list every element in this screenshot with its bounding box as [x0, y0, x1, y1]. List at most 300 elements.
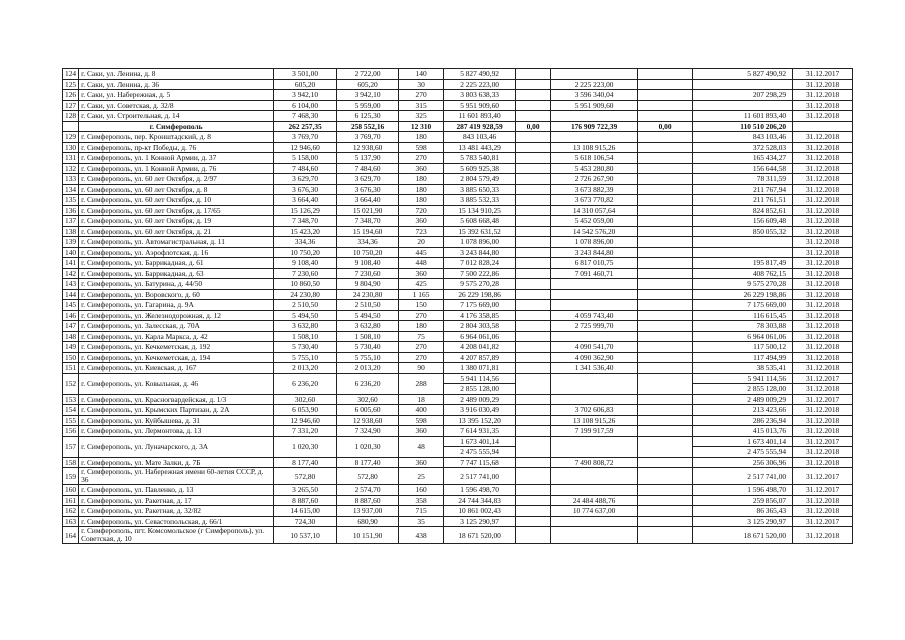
fund-4-cell: [693, 100, 793, 111]
table-row: [63, 79, 853, 90]
row-number: 151: [63, 363, 79, 374]
fund-3-cell: [638, 342, 693, 353]
residents-cell: 438: [399, 527, 444, 544]
residents-cell: 425: [399, 279, 444, 290]
residents-cell: 598: [399, 415, 444, 426]
deadline-cell: 31.12.2018: [793, 153, 853, 164]
fund-3-cell: 0,00: [638, 121, 693, 132]
fund-1-cell: [516, 405, 551, 416]
residents-cell: 723: [399, 226, 444, 237]
row-number: 153: [63, 394, 79, 405]
fund-1-cell: [516, 153, 551, 164]
fund-4-cell: 207 298,29: [693, 90, 793, 101]
deadline-cell: 31.12.2018: [793, 226, 853, 237]
area-total-cell: 10 750,20: [274, 247, 337, 258]
row-number: 162: [63, 506, 79, 517]
row-number: 131: [63, 153, 79, 164]
fund-2-cell: 5 951 909,60: [551, 100, 638, 111]
fund-4-cell: 78 303,88: [693, 321, 793, 332]
residents-cell: 180: [399, 184, 444, 195]
area-living-cell: 7 324,90: [337, 426, 399, 437]
deadline-cell: 31.12.2018: [793, 258, 853, 269]
row-number: 147: [63, 321, 79, 332]
deadline-cell: 31.12.2018: [793, 111, 853, 122]
address-cell: г. Симферополь, ул. Залесская, д. 70А: [79, 321, 274, 332]
address-cell: г. Симферополь, ул. 60 лет Октября, д. 2/97: [79, 174, 274, 185]
address-cell: г. Симферополь, ул. Гагарина, д. 9А: [79, 300, 274, 311]
area-total-cell: 7 230,60: [274, 268, 337, 279]
deadline-cell: 31.12.2018: [793, 495, 853, 506]
deadline-cell: 31.12.2018: [793, 426, 853, 437]
fund-1-cell: [516, 226, 551, 237]
row-number: 149: [63, 342, 79, 353]
fund-2-cell: [551, 111, 638, 122]
address-cell: г. Саки, ул. Ленина, д. 36: [79, 79, 274, 90]
residents-cell: 160: [399, 485, 444, 496]
fund-4-cell: 78 311,59: [693, 174, 793, 185]
fund-4-cell: 195 817,49: [693, 258, 793, 269]
fund-1-cell: [516, 527, 551, 544]
fund-1-cell: [516, 69, 551, 80]
fund-3-cell: [638, 174, 693, 185]
area-total-cell: 6 104,00: [274, 100, 337, 111]
deadline-cell: 31.12.2018: [793, 163, 853, 174]
fund-2-cell: [551, 468, 638, 485]
table-row: [63, 495, 853, 506]
fund-2-cell: 176 909 722,39: [551, 121, 638, 132]
row-number: 144: [63, 289, 79, 300]
address-cell: г. Симферополь, ул. Батурина, д. 44/50: [79, 279, 274, 290]
fund-4-cell: 372 528,03: [693, 142, 793, 153]
area-living-cell: 12 938,60: [337, 415, 399, 426]
fund-3-cell: [638, 468, 693, 485]
deadline-cell: 31.12.2018: [793, 405, 853, 416]
row-number: 134: [63, 184, 79, 195]
cost-total-cell: 843 103,46: [444, 132, 516, 143]
address-cell: г. Симферополь, ул. Железнодорожная, д. 12: [79, 310, 274, 321]
cost-total-cell: 7 012 828,24: [444, 258, 516, 269]
address-cell: г. Симферополь, ул. Ракетная, д. 32/82: [79, 506, 274, 517]
fund-2-cell: 5 453 280,80: [551, 163, 638, 174]
fund-2-cell: 2 225 223,00: [551, 79, 638, 90]
area-total-cell: 12 946,60: [274, 415, 337, 426]
deadline-cell: 31.12.2018: [793, 216, 853, 227]
fund-3-cell: [638, 352, 693, 363]
fund-2-cell: 4 059 743,40: [551, 310, 638, 321]
fund-4-cell: 11 601 893,40: [693, 111, 793, 122]
fund-2-cell: [551, 300, 638, 311]
fund-2-cell: [551, 436, 638, 457]
fund-4-cell: 259 856,07: [693, 495, 793, 506]
table-row: [63, 394, 853, 405]
cost-total-cell: 9 575 270,28: [444, 279, 516, 290]
fund-2-cell: [551, 373, 638, 394]
fund-2-cell: [551, 69, 638, 80]
deadline-cell: 31.12.2017: [793, 69, 853, 80]
area-living-cell: 2 574,70: [337, 485, 399, 496]
table-row: [63, 195, 853, 206]
fund-2-cell: 13 108 915,26: [551, 142, 638, 153]
fund-4-cell: 3 125 290,97: [693, 516, 793, 527]
fund-1-cell: [516, 331, 551, 342]
area-living-cell: 258 552,16: [337, 121, 399, 132]
table-row: [63, 415, 853, 426]
address-cell: г. Симферополь, ул. Киевская, д. 167: [79, 363, 274, 374]
fund-4-cell: 7 175 669,00: [693, 300, 793, 311]
row-number: 161: [63, 495, 79, 506]
cost-total-cell: 1 078 896,00: [444, 237, 516, 248]
area-living-cell: 7 230,60: [337, 268, 399, 279]
fund-3-cell: [638, 90, 693, 101]
area-total-cell: 3 769,70: [274, 132, 337, 143]
fund-4-cell: 165 434,27: [693, 153, 793, 164]
table-row: [63, 363, 853, 374]
residents-cell: 1 165: [399, 289, 444, 300]
fund-4-cell: 156 609,48: [693, 216, 793, 227]
area-total-cell: 15 423,20: [274, 226, 337, 237]
deadline-cell: 31.12.2018: [793, 205, 853, 216]
deadline-cell: 31.12.2018: [793, 447, 853, 458]
area-living-cell: 2 722,00: [337, 69, 399, 80]
residents-cell: 180: [399, 321, 444, 332]
deadline-cell: 31.12.2018: [793, 289, 853, 300]
row-number: 160: [63, 485, 79, 496]
fund-4-cell: [693, 79, 793, 90]
fund-4-cell: 5 941 114,56: [693, 373, 793, 384]
fund-2-cell: 7 490 808,72: [551, 457, 638, 468]
fund-1-cell: [516, 247, 551, 258]
address-cell: г. Симферополь, ул. Луначарского, д. 3А: [79, 436, 274, 457]
fund-1-cell: [516, 485, 551, 496]
cost-total-cell: 26 229 198,86: [444, 289, 516, 300]
row-number: 127: [63, 100, 79, 111]
area-living-cell: 6 236,20: [337, 373, 399, 394]
fund-1-cell: [516, 468, 551, 485]
residents-cell: 360: [399, 216, 444, 227]
cost-total-cell: 3 803 638,33: [444, 90, 516, 101]
address-cell: г. Симферополь, ул. Кечкеметская, д. 192: [79, 342, 274, 353]
fund-1-cell: [516, 352, 551, 363]
fund-4-cell: 116 615,45: [693, 310, 793, 321]
area-total-cell: 7 348,70: [274, 216, 337, 227]
area-living-cell: 8 887,60: [337, 495, 399, 506]
address-cell: г. Симферополь, ул. Севастопольская, д. 66/1: [79, 516, 274, 527]
residents-cell: 270: [399, 90, 444, 101]
fund-4-cell: 38 535,41: [693, 363, 793, 374]
residents-cell: 448: [399, 258, 444, 269]
address-cell: г. Симферополь, пгт. Комсомольское (г Симферополь), ул. Советская, д. 10: [79, 527, 274, 544]
deadline-cell: 31.12.2018: [793, 457, 853, 468]
residents-cell: 30: [399, 79, 444, 90]
fund-2-cell: 3 243 844,80: [551, 247, 638, 258]
area-living-cell: 9 804,90: [337, 279, 399, 290]
fund-4-cell: 408 762,15: [693, 268, 793, 279]
fund-3-cell: [638, 373, 693, 394]
table-row: [63, 69, 853, 80]
row-number: 154: [63, 405, 79, 416]
address-cell: г. Симферополь, ул. Куйбышева, д. 31: [79, 415, 274, 426]
row-number: 143: [63, 279, 79, 290]
fund-3-cell: [638, 415, 693, 426]
cost-total-cell: 2 475 555,94: [444, 447, 516, 458]
area-total-cell: 10 860,50: [274, 279, 337, 290]
deadline-cell: 31.12.2018: [793, 321, 853, 332]
address-cell: г. Симферополь, ул. 60 лет Октября, д. 17/65: [79, 205, 274, 216]
table-row: [63, 331, 853, 342]
area-total-cell: 3 629,70: [274, 174, 337, 185]
fund-1-cell: [516, 100, 551, 111]
deadline-cell: 31.12.2018: [793, 279, 853, 290]
fund-3-cell: [638, 495, 693, 506]
deadline-cell: 31.12.2018: [793, 100, 853, 111]
table-row: [63, 205, 853, 216]
fund-2-cell: 24 484 488,76: [551, 495, 638, 506]
deadline-cell: 31.12.2018: [793, 363, 853, 374]
fund-1-cell: [516, 457, 551, 468]
area-living-cell: 3 629,70: [337, 174, 399, 185]
fund-4-cell: 213 423,66: [693, 405, 793, 416]
cost-total-cell: 5 827 490,92: [444, 69, 516, 80]
table-row: [63, 100, 853, 111]
row-number: 157: [63, 436, 79, 457]
fund-1-cell: [516, 495, 551, 506]
deadline-cell: 31.12.2017: [793, 373, 853, 384]
row-number: 133: [63, 174, 79, 185]
table-row: [63, 468, 853, 485]
fund-3-cell: [638, 195, 693, 206]
row-number: 150: [63, 352, 79, 363]
row-number: 140: [63, 247, 79, 258]
residents-cell: 150: [399, 300, 444, 311]
fund-4-cell: 824 852,61: [693, 205, 793, 216]
address-cell: г. Симферополь, ул. Аэрофлотская, д. 16: [79, 247, 274, 258]
address-cell: г. Симферополь, ул. Лермонтова, д. 13: [79, 426, 274, 437]
fund-4-cell: 2 475 555,94: [693, 447, 793, 458]
area-living-cell: 9 108,40: [337, 258, 399, 269]
address-cell: г. Симферополь, ул. Воровского, д. 60: [79, 289, 274, 300]
table-row: [63, 516, 853, 527]
area-total-cell: 3 664,40: [274, 195, 337, 206]
area-total-cell: 14 615,00: [274, 506, 337, 517]
address-cell: г. Симферополь, ул. Павленко, д. 13: [79, 485, 274, 496]
area-living-cell: 15 021,90: [337, 205, 399, 216]
fund-1-cell: [516, 426, 551, 437]
cost-total-cell: 2 225 223,00: [444, 79, 516, 90]
area-living-cell: 2 013,20: [337, 363, 399, 374]
area-living-cell: 3 676,30: [337, 184, 399, 195]
area-living-cell: 1 508,10: [337, 331, 399, 342]
deadline-cell: 31.12.2018: [793, 184, 853, 195]
fund-1-cell: [516, 300, 551, 311]
area-total-cell: 8 887,60: [274, 495, 337, 506]
fund-3-cell: [638, 457, 693, 468]
fund-1-cell: [516, 195, 551, 206]
fund-4-cell: 6 964 061,06: [693, 331, 793, 342]
fund-3-cell: [638, 426, 693, 437]
fund-4-cell: 286 236,94: [693, 415, 793, 426]
cost-total-cell: 1 380 071,81: [444, 363, 516, 374]
fund-3-cell: [638, 300, 693, 311]
row-number: 145: [63, 300, 79, 311]
residents-cell: 358: [399, 495, 444, 506]
area-living-cell: 5 137,90: [337, 153, 399, 164]
fund-2-cell: [551, 279, 638, 290]
address-cell: г. Симферополь, ул. 60 лет Октября, д. 10: [79, 195, 274, 206]
fund-1-cell: [516, 163, 551, 174]
area-total-cell: 12 946,60: [274, 142, 337, 153]
table-row: [63, 289, 853, 300]
area-living-cell: 13 937,00: [337, 506, 399, 517]
residents-cell: 270: [399, 310, 444, 321]
cost-total-cell: 10 861 002,43: [444, 506, 516, 517]
fund-4-cell: 18 671 520,00: [693, 527, 793, 544]
deadline-cell: 31.12.2018: [793, 527, 853, 544]
fund-2-cell: [551, 516, 638, 527]
residents-cell: 270: [399, 153, 444, 164]
cost-total-cell: 3 243 844,80: [444, 247, 516, 258]
fund-3-cell: [638, 506, 693, 517]
fund-4-cell: 850 055,32: [693, 226, 793, 237]
table-row: [63, 279, 853, 290]
residents-cell: 270: [399, 352, 444, 363]
deadline-cell: 31.12.2018: [793, 90, 853, 101]
row-number: 126: [63, 90, 79, 101]
area-living-cell: 605,20: [337, 79, 399, 90]
fund-2-cell: 3 596 340,04: [551, 90, 638, 101]
fund-1-cell: [516, 506, 551, 517]
table-row: [63, 247, 853, 258]
deadline-cell: 31.12.2017: [793, 394, 853, 405]
table-row: [63, 300, 853, 311]
fund-3-cell: [638, 184, 693, 195]
fund-1-cell: [516, 205, 551, 216]
table-row: [63, 184, 853, 195]
residents-cell: 20: [399, 237, 444, 248]
fund-2-cell: 1 341 536,40: [551, 363, 638, 374]
area-living-cell: 1 020,30: [337, 436, 399, 457]
cost-total-cell: 2 855 128,00: [444, 384, 516, 395]
table-row: [63, 90, 853, 101]
deadline-cell: [793, 121, 853, 132]
table-row: [63, 153, 853, 164]
address-cell: г. Симферополь: [79, 121, 274, 132]
address-cell: г. Саки, ул. Ленина, д. 8: [79, 69, 274, 80]
residents-cell: 18: [399, 394, 444, 405]
fund-3-cell: [638, 247, 693, 258]
residents-cell: 360: [399, 268, 444, 279]
cost-total-cell: 1 673 401,14: [444, 436, 516, 447]
fund-3-cell: [638, 258, 693, 269]
deadline-cell: 31.12.2018: [793, 506, 853, 517]
residents-cell: 315: [399, 100, 444, 111]
cost-total-cell: 13 395 152,20: [444, 415, 516, 426]
table-row: [63, 373, 853, 384]
fund-4-cell: [693, 237, 793, 248]
cost-total-cell: 7 175 669,00: [444, 300, 516, 311]
table-row: [63, 163, 853, 174]
deadline-cell: 31.12.2018: [793, 79, 853, 90]
area-total-cell: 302,60: [274, 394, 337, 405]
fund-4-cell: 211 767,94: [693, 184, 793, 195]
residents-cell: 180: [399, 132, 444, 143]
area-total-cell: 6 053,90: [274, 405, 337, 416]
fund-1-cell: [516, 90, 551, 101]
table-row: [63, 268, 853, 279]
area-living-cell: 3 632,80: [337, 321, 399, 332]
cost-total-cell: 5 941 114,56: [444, 373, 516, 384]
cost-total-cell: 5 608 668,48: [444, 216, 516, 227]
fund-2-cell: [551, 485, 638, 496]
row-number: 136: [63, 205, 79, 216]
row-number: 137: [63, 216, 79, 227]
row-number: 158: [63, 457, 79, 468]
table-row: [63, 226, 853, 237]
fund-4-cell: 1 596 498,70: [693, 485, 793, 496]
row-number: 155: [63, 415, 79, 426]
area-living-cell: 334,36: [337, 237, 399, 248]
fund-4-cell: 26 229 198,86: [693, 289, 793, 300]
table-row: [63, 321, 853, 332]
residents-cell: 180: [399, 174, 444, 185]
fund-4-cell: 86 365,43: [693, 506, 793, 517]
fund-1-cell: [516, 373, 551, 394]
deadline-cell: 31.12.2018: [793, 268, 853, 279]
residents-cell: 140: [399, 69, 444, 80]
row-number: 129: [63, 132, 79, 143]
residents-cell: 400: [399, 405, 444, 416]
address-cell: г. Симферополь, ул. Кечкеметская, д. 194: [79, 352, 274, 363]
fund-4-cell: 156 644,58: [693, 163, 793, 174]
fund-4-cell: 2 489 009,29: [693, 394, 793, 405]
table-row: [63, 426, 853, 437]
area-total-cell: 3 501,00: [274, 69, 337, 80]
residents-cell: 270: [399, 342, 444, 353]
fund-2-cell: 2 725 999,70: [551, 321, 638, 332]
area-living-cell: 10 151,90: [337, 527, 399, 544]
cost-total-cell: 7 500 222,86: [444, 268, 516, 279]
area-living-cell: 24 230,80: [337, 289, 399, 300]
fund-2-cell: [551, 331, 638, 342]
table-row: [63, 436, 853, 447]
fund-1-cell: [516, 268, 551, 279]
area-total-cell: 3 632,80: [274, 321, 337, 332]
deadline-cell: 31.12.2018: [793, 142, 853, 153]
area-living-cell: 3 942,10: [337, 90, 399, 101]
fund-2-cell: [551, 289, 638, 300]
fund-3-cell: [638, 142, 693, 153]
deadline-cell: 31.12.2018: [793, 247, 853, 258]
residents-cell: 598: [399, 142, 444, 153]
table-row: [63, 485, 853, 496]
fund-3-cell: [638, 237, 693, 248]
address-cell: г. Симферополь, ул. 1 Конной Армии, д. 76: [79, 163, 274, 174]
cost-total-cell: 13 481 443,29: [444, 142, 516, 153]
fund-3-cell: [638, 111, 693, 122]
area-living-cell: 680,90: [337, 516, 399, 527]
fund-2-cell: 3 673 882,39: [551, 184, 638, 195]
deadline-cell: 31.12.2018: [793, 331, 853, 342]
fund-4-cell: 256 306,96: [693, 457, 793, 468]
fund-1-cell: [516, 289, 551, 300]
fund-2-cell: [551, 132, 638, 143]
fund-2-cell: 10 774 637,00: [551, 506, 638, 517]
cost-total-cell: 5 783 540,81: [444, 153, 516, 164]
fund-3-cell: [638, 69, 693, 80]
table-row: [63, 111, 853, 122]
fund-1-cell: [516, 321, 551, 332]
cost-total-cell: 24 744 344,83: [444, 495, 516, 506]
cost-total-cell: 3 885 532,33: [444, 195, 516, 206]
